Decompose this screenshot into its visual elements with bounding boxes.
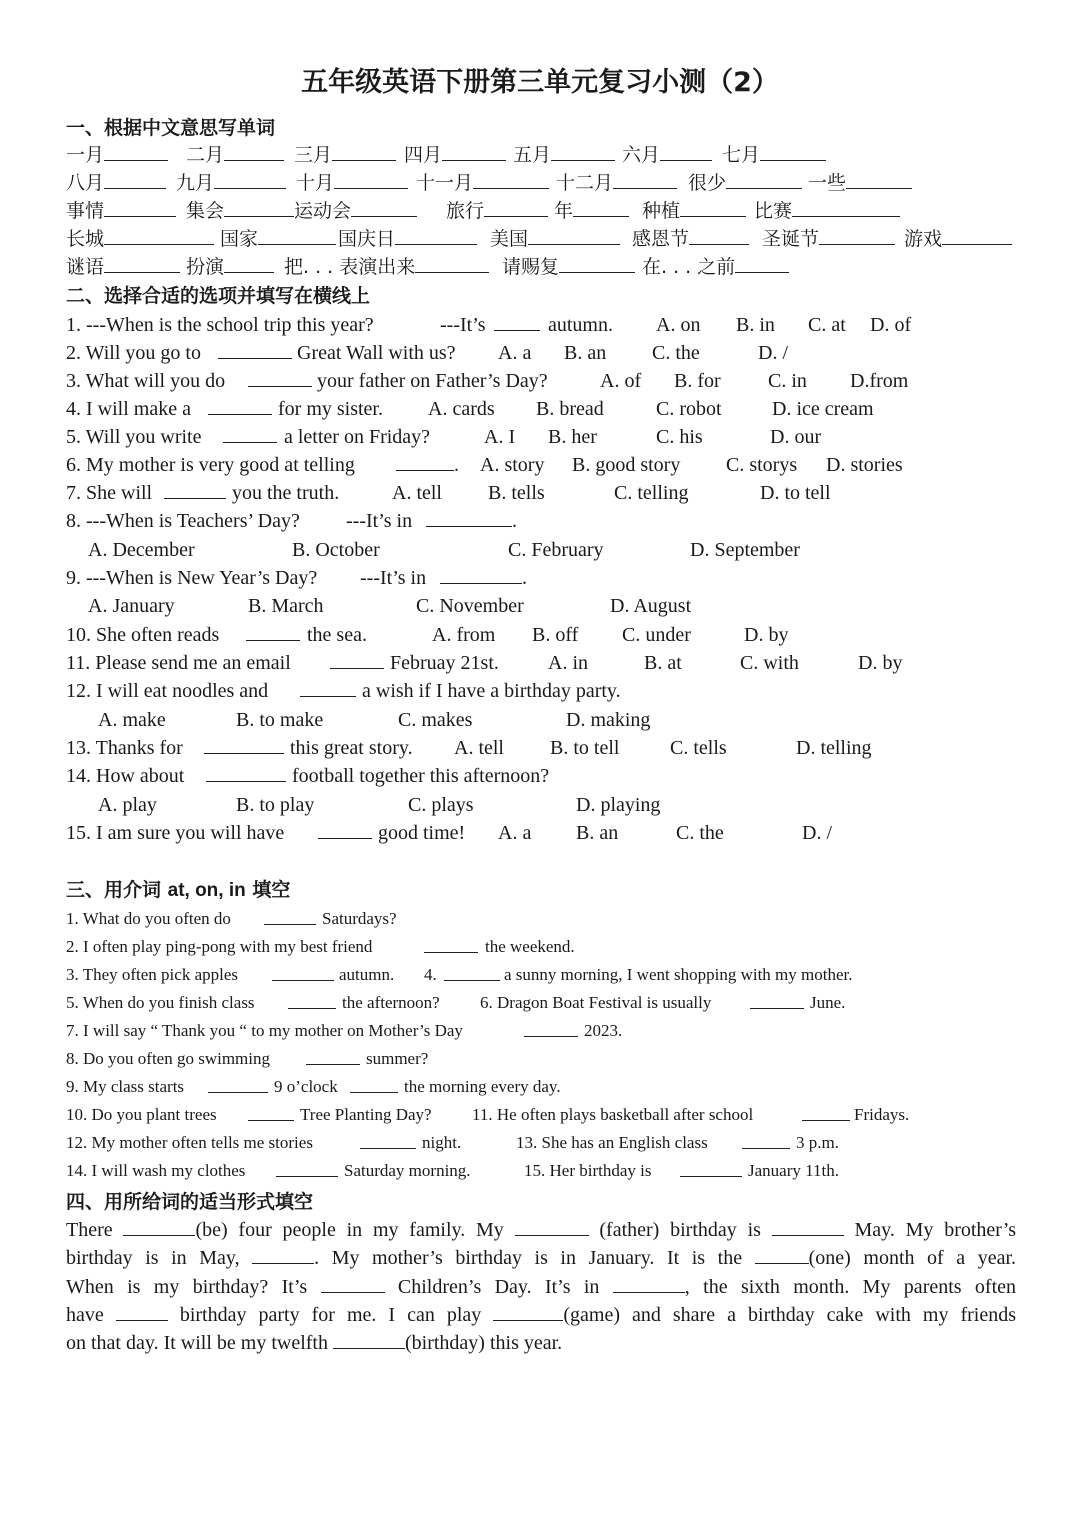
option-c: C. February: [508, 539, 604, 561]
vocab-word: 在. . . 之前: [642, 254, 789, 280]
vocab-word: 四月: [404, 142, 506, 168]
option-a: A. play: [98, 794, 157, 816]
option-a: A. a: [498, 822, 532, 844]
option-a: A. in: [548, 652, 588, 674]
option-a: A. on: [656, 314, 701, 336]
prep-text: 13. She has an English class: [516, 1133, 708, 1152]
prep-text: 11. He often plays basketball after school: [472, 1105, 754, 1124]
vocab-word: 种植: [642, 198, 746, 224]
option-a: A. tell: [392, 482, 442, 504]
prep-text: 15. Her birthday is: [524, 1161, 652, 1180]
question-text: .: [454, 454, 459, 476]
option-d: D.from: [850, 370, 909, 392]
question-text: for my sister.: [278, 398, 383, 420]
prep-text: 3 p.m.: [796, 1133, 839, 1152]
vocab-word: 旅行: [446, 198, 548, 224]
option-d: D. by: [744, 624, 789, 646]
option-d: D. making: [566, 709, 651, 731]
option-a: A. cards: [428, 398, 495, 420]
option-d: D. telling: [796, 737, 872, 759]
prep-text: 10. Do you plant trees: [66, 1105, 217, 1124]
option-d: D. to tell: [760, 482, 831, 504]
option-a: A. I: [484, 426, 516, 448]
vocab-word: 集会: [186, 198, 294, 224]
prep-text: 9 o’clock: [274, 1077, 338, 1096]
question-text: the sea.: [307, 624, 367, 646]
option-b: B. her: [548, 426, 597, 448]
option-c: C. telling: [614, 482, 689, 504]
option-c: C. the: [652, 342, 700, 364]
vocab-word: 长城: [66, 226, 214, 252]
vocab-word: 运动会: [294, 198, 417, 224]
vocab-word: 国家: [220, 226, 336, 252]
option-a: A. make: [98, 709, 166, 731]
question-text: football together this afternoon?: [292, 765, 550, 787]
question-text: ---It’s: [440, 314, 486, 336]
paragraph-line: birthday is in May, . My mother’s birthday is in January. It is the (one) month of a year.: [66, 1247, 1017, 1270]
option-b: B. in: [736, 314, 775, 336]
option-b: B. off: [532, 624, 579, 646]
option-d: D. of: [870, 314, 912, 336]
option-b: B. an: [564, 342, 607, 364]
question-text: Great Wall with us?: [297, 342, 456, 364]
option-d: D. September: [690, 539, 800, 561]
prep-text: Fridays.: [854, 1105, 910, 1124]
prep-text: 14. I will wash my clothes: [66, 1161, 246, 1180]
option-c: C. plays: [408, 794, 474, 816]
vocab-word: 三月: [294, 142, 396, 168]
question-text: good time!: [378, 822, 466, 844]
question-text: 9. ---When is New Year’s Day?: [66, 567, 318, 589]
paragraph-line: on that day. It will be my twelfth (birthday) this year.: [66, 1332, 563, 1355]
prep-text: 8. Do you often go swimming: [66, 1049, 270, 1068]
question-text: 5. Will you write: [66, 426, 202, 448]
prep-text: 4.: [424, 965, 437, 984]
question-text: 14. How about: [66, 765, 185, 787]
option-d: D. /: [758, 342, 788, 364]
option-c: C. the: [676, 822, 724, 844]
option-c: C. with: [740, 652, 799, 674]
question-text: 15. I am sure you will have: [66, 822, 285, 844]
vocab-word: 扮演: [186, 254, 274, 280]
vocab-word: 五月: [513, 142, 615, 168]
section1-heading: 一、根据中文意思写单词: [66, 117, 276, 139]
option-c: C. robot: [656, 398, 722, 420]
option-a: A. story: [480, 454, 545, 476]
prep-text: 5. When do you finish class: [66, 993, 255, 1012]
prep-text: a sunny morning, I went shopping with my mother.: [504, 965, 853, 984]
vocab-word: 十月: [296, 170, 408, 196]
vocab-word: 国庆日: [338, 226, 477, 252]
option-a: A. a: [498, 342, 532, 364]
vocab-word: 圣诞节: [762, 226, 895, 252]
option-d: D. by: [858, 652, 903, 674]
page-title: 五年级英语下册第三单元复习小测（2）: [301, 67, 779, 98]
vocab-word: 请赐复: [502, 254, 635, 280]
option-c: C. makes: [398, 709, 473, 731]
prep-text: 2. I often play ping-pong with my best friend: [66, 937, 373, 956]
option-b: B. at: [644, 652, 682, 674]
question-text: Februay 21st.: [390, 652, 499, 674]
vocab-word: 一月: [66, 142, 168, 168]
option-b: B. to make: [236, 709, 324, 731]
question-text: .: [512, 510, 517, 532]
vocab-word: 六月: [622, 142, 712, 168]
question-text: 6. My mother is very good at telling: [66, 454, 355, 476]
question-text: .: [522, 567, 527, 589]
prep-text: 12. My mother often tells me stories: [66, 1133, 313, 1152]
vocab-word: 很少: [688, 170, 802, 196]
vocab-word: 八月: [66, 170, 166, 196]
option-d: D. /: [802, 822, 832, 844]
fill-paragraph: [66, 1216, 1016, 1357]
prep-text: the afternoon?: [342, 993, 440, 1012]
vocab-word: 九月: [176, 170, 286, 196]
option-c: C. under: [622, 624, 691, 646]
option-a: A. January: [88, 595, 175, 617]
option-b: B. an: [576, 822, 619, 844]
question-text: 7. She will: [66, 482, 153, 504]
question-text: 4. I will make a: [66, 398, 191, 420]
question-text: autumn.: [548, 314, 613, 336]
vocab-word: 美国: [490, 226, 620, 252]
option-b: B. to play: [236, 794, 315, 816]
prep-text: 2023.: [584, 1021, 623, 1040]
vocab-word: 七月: [722, 142, 826, 168]
section2-heading: 二、选择合适的选项并填写在横线上: [66, 285, 371, 307]
option-c: C. November: [416, 595, 524, 617]
question-text: 1. ---When is the school trip this year?: [66, 314, 374, 336]
option-b: B. bread: [536, 398, 604, 420]
vocab-word: 二月: [186, 142, 284, 168]
option-d: D. playing: [576, 794, 661, 816]
question-text: 12. I will eat noodles and: [66, 680, 269, 702]
paragraph-line: When is my birthday? It’s Children’s Day. It’s in , the sixth month. My parents often: [66, 1275, 1017, 1298]
option-a: A. December: [88, 539, 195, 561]
prep-text: June.: [810, 993, 846, 1012]
question-text: ---It’s in: [346, 510, 413, 532]
prep-text: Saturday morning.: [344, 1161, 471, 1180]
vocab-word: 把. . . 表演出来: [284, 254, 489, 280]
vocab-word: 感恩节: [632, 226, 749, 252]
option-b: B. March: [248, 595, 324, 617]
question-text: your father on Father’s Day?: [317, 370, 548, 392]
option-c: C. at: [808, 314, 846, 336]
prep-text: 7. I will say “ Thank you “ to my mother on Mother’s Day: [66, 1021, 463, 1040]
option-d: D. stories: [826, 454, 903, 476]
question-text: this great story.: [290, 737, 413, 759]
question-text: ---It’s in: [360, 567, 427, 589]
prep-text: the weekend.: [485, 937, 575, 956]
prep-text: autumn.: [339, 965, 395, 984]
option-c: C. his: [656, 426, 703, 448]
question-text: a wish if I have a birthday party.: [362, 680, 621, 702]
vocab-word: 一些: [808, 170, 912, 196]
prep-text: 9. My class starts: [66, 1077, 185, 1096]
option-d: D. our: [770, 426, 822, 448]
vocab-word: 十一月: [416, 170, 549, 196]
prep-text: January 11th.: [748, 1161, 839, 1180]
option-b: B. tells: [488, 482, 545, 504]
question-text: 11. Please send me an email: [66, 652, 291, 674]
question-text: 8. ---When is Teachers’ Day?: [66, 510, 300, 532]
vocab-word: 事情: [66, 198, 176, 224]
question-text: 10. She often reads: [66, 624, 220, 646]
option-b: B. good story: [572, 454, 681, 476]
option-d: D. August: [610, 595, 692, 617]
option-a: A. from: [432, 624, 496, 646]
prep-text: Saturdays?: [322, 909, 397, 928]
prep-text: summer?: [366, 1049, 429, 1068]
option-b: B. to tell: [550, 737, 620, 759]
question-text: 2. Will you go to: [66, 342, 201, 364]
prep-text: 3. They often pick apples: [66, 965, 239, 984]
paragraph-line: have birthday party for me. I can play (game) and share a birthday cake with my friends: [66, 1303, 1017, 1326]
vocab-word: 比赛: [754, 198, 900, 224]
paragraph-line: There (be) four people in my family. My (father) birthday is May. My brother’s: [66, 1219, 1017, 1241]
question-text: a letter on Friday?: [284, 426, 431, 448]
section3-heading: 三、用介词 at, on, in 填空: [66, 879, 291, 901]
prep-text: Tree Planting Day?: [300, 1105, 432, 1124]
option-a: A. of: [600, 370, 642, 392]
option-b: B. for: [674, 370, 721, 392]
option-d: D. ice cream: [772, 398, 874, 420]
vocab-word: 谜语: [66, 254, 180, 280]
question-text: 3. What will you do: [66, 370, 226, 392]
question-text: you the truth.: [232, 482, 340, 504]
prep-text: 1. What do you often do: [66, 909, 231, 928]
question-text: 13. Thanks for: [66, 737, 183, 759]
option-b: B. October: [292, 539, 380, 561]
prep-text: 6. Dragon Boat Festival is usually: [480, 993, 712, 1012]
vocab-word: 年: [554, 198, 629, 224]
section4-heading: 四、用所给词的适当形式填空: [66, 1191, 314, 1213]
prep-text: night.: [422, 1133, 462, 1152]
prep-text: the morning every day.: [404, 1077, 561, 1096]
vocab-word: 游戏: [904, 226, 1012, 252]
option-c: C. in: [768, 370, 807, 392]
option-c: C. tells: [670, 737, 727, 759]
option-c: C. storys: [726, 454, 798, 476]
option-a: A. tell: [454, 737, 504, 759]
vocab-word: 十二月: [556, 170, 677, 196]
